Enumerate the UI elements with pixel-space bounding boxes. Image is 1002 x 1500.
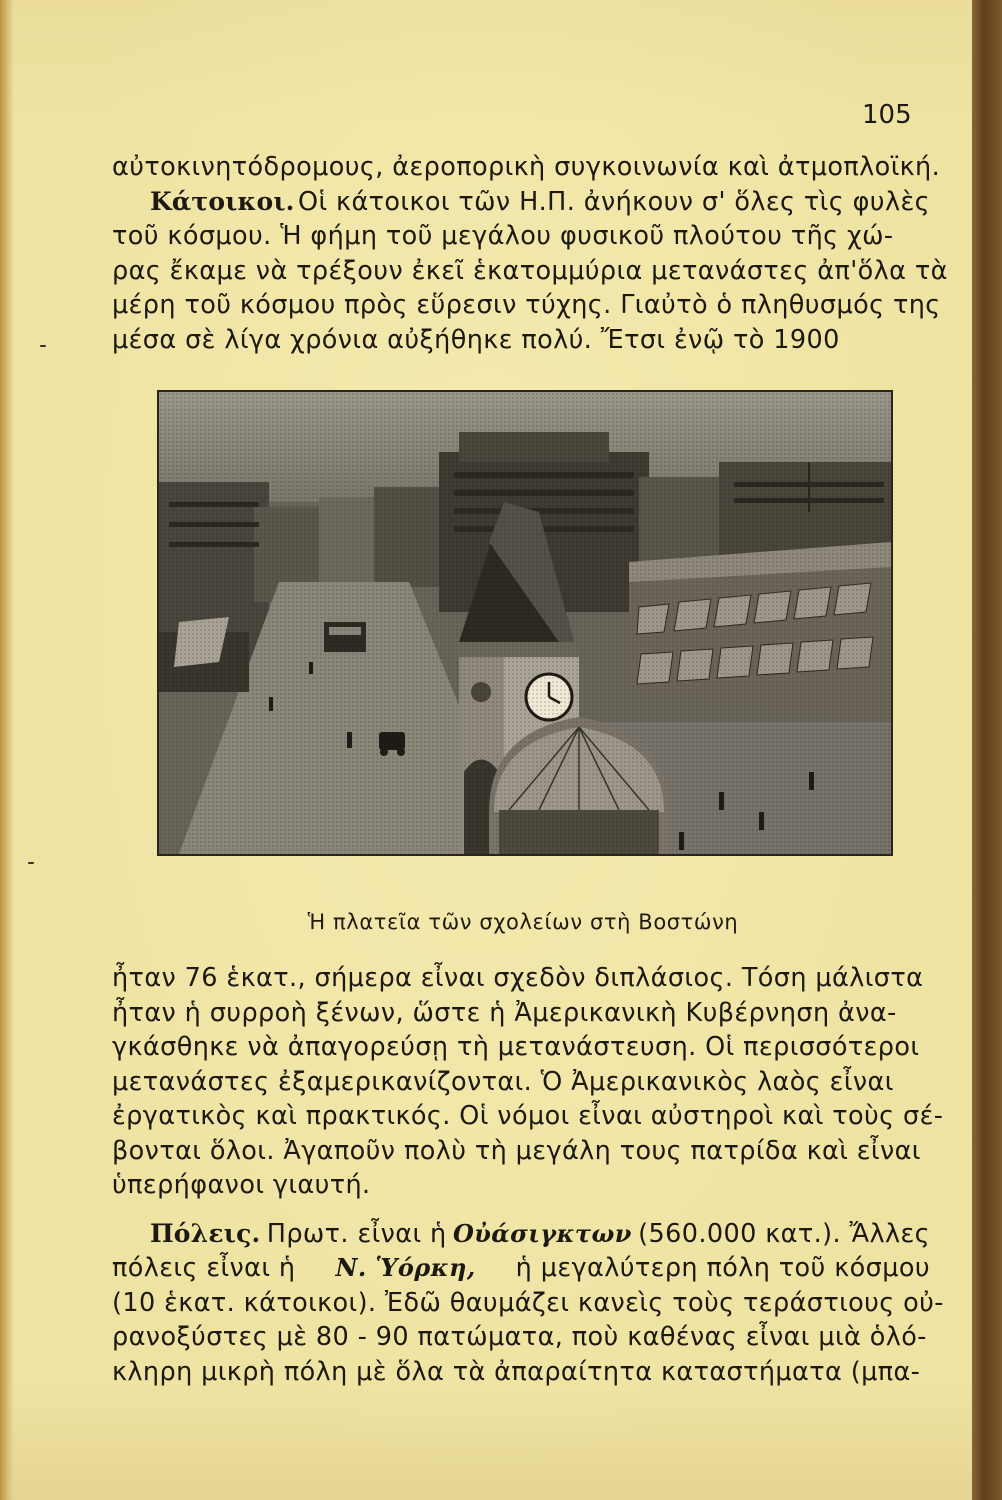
text-line-content: ἦταν 76 ἑκατ., σήμερα εἶναι σχεδὸν διπλάσιος. Τόση μάλιστα bbox=[112, 963, 924, 993]
bottom-paragraph bbox=[112, 963, 944, 1391]
text-line bbox=[112, 152, 941, 187]
text-line-content: κληρη μικρὴ πόλη μὲ ὅλα τὰ ἀπαραίτητα καταστήματα (μπα- bbox=[112, 1356, 921, 1387]
text-line-content: ἦταν ἡ συρροὴ ξένων, ὥστε ἡ Ἀμερικανικὴ Κυβέρνηση ἀνα- bbox=[112, 997, 897, 1028]
text-line bbox=[112, 1357, 930, 1392]
text-line bbox=[112, 1322, 930, 1357]
text-line bbox=[112, 963, 930, 998]
text-line bbox=[112, 325, 930, 360]
text-line-content: ρας ἔκαμε νὰ τρέξουν ἐκεῖ ἑκατομμύρια μετανάστες ἀπ'ὅλα τὰ bbox=[112, 255, 948, 286]
text-line-content: Οἱ κάτοικοι τῶν Η.Π. ἀνήκουν σ' ὅλες τὶς φυλὲς bbox=[298, 186, 930, 217]
text-line-content: βονται ὅλοι. Ἀγαποῦν πολὺ τὴ μεγάλη τους πατρίδα καὶ εἶναι bbox=[112, 1135, 921, 1166]
text-line bbox=[112, 290, 941, 325]
page-number: 105 bbox=[862, 100, 912, 130]
city-name-new-york: Ν. Ὑόρκη, bbox=[335, 1253, 476, 1282]
text-line bbox=[112, 1253, 930, 1288]
print-speck bbox=[40, 345, 46, 347]
text-line bbox=[112, 998, 930, 1033]
text-line-content: ἡ μεγαλύτερη πόλη τοῦ κόσμου bbox=[515, 1253, 930, 1283]
text-line-content: μέρη τοῦ κόσμου πρὸς εὕρεσιν τύχης. Γιαὐτὸ ὁ πληθυσμός της bbox=[112, 290, 941, 320]
text-line-content: ρανοξύστες μὲ 80 - 90 πατώματα, ποὺ καθένας εἶναι μιὰ ὁλό- bbox=[112, 1322, 927, 1352]
section-heading-cities: Πόλεις. bbox=[150, 1218, 261, 1248]
boston-square-photo bbox=[157, 390, 893, 856]
text-line bbox=[112, 1032, 930, 1067]
text-line-content: μετανάστες ἐξαμερικανίζονται. Ὁ Ἀμερικανικὸς λαὸς εἶναι bbox=[112, 1066, 894, 1097]
text-line-content: ὑπερήφανοι γιαυτή. bbox=[112, 1170, 371, 1200]
text-line bbox=[112, 187, 930, 222]
text-line bbox=[112, 221, 930, 256]
city-name-washington: Οὐάσιγκτων bbox=[452, 1218, 632, 1248]
text-line-content: μέσα σὲ λίγα χρόνια αὐξήθηκε πολύ. Ἔτσι ἐνῷ τὸ 1900 bbox=[112, 324, 840, 355]
halftone-texture bbox=[159, 392, 891, 854]
text-line bbox=[112, 1287, 944, 1323]
print-speck bbox=[28, 862, 34, 864]
photo-caption: Ἡ πλατεῖα τῶν σχολείων στὴ Βοστώνη bbox=[307, 910, 739, 934]
text-line-content: (10 ἑκατ. κάτοικοι). Ἐδῶ θαυμάζει κανεὶς τοὺς τεράστιους οὐ- bbox=[112, 1287, 944, 1318]
book-cover-edge bbox=[972, 0, 1002, 1500]
text-line-content: τοῦ κόσμου. Ἡ φήμη τοῦ μεγάλου φυσικοῦ πλούτου τῆς χώ- bbox=[112, 221, 894, 251]
text-line-content: ἐργατικὸς καὶ πρακτικός. Οἱ νόμοι εἶναι αὐστηροὶ καὶ τοὺς σέ- bbox=[112, 1101, 944, 1131]
text-line bbox=[112, 1136, 930, 1171]
text-line-content: αὐτοκινητόδρομους, ἀεροπορικὴ συγκοινωνία καὶ ἀτμοπλοϊκή. bbox=[112, 152, 941, 182]
text-line-content: γκάσθηκε νὰ ἀπαγορεύσῃ τὴ μετανάστευση. Οἱ περισσότεροι bbox=[112, 1032, 920, 1062]
page-binding-shadow bbox=[0, 0, 14, 1500]
text-line bbox=[112, 1067, 930, 1102]
text-line bbox=[112, 1101, 944, 1136]
text-line bbox=[112, 255, 948, 291]
text-line-content: (560.000 κατ.). Ἄλλες bbox=[638, 1218, 930, 1249]
text-line-content: πόλεις εἶναι ἡ bbox=[112, 1253, 296, 1283]
text-line bbox=[112, 1219, 930, 1254]
section-heading-inhabitants: Κάτοικοι. bbox=[150, 186, 295, 216]
text-line-content: Πρωτ. εἶναι ἡ bbox=[266, 1218, 447, 1249]
photo-illustration bbox=[159, 392, 891, 854]
text-line bbox=[112, 1170, 930, 1205]
top-paragraph bbox=[112, 152, 948, 359]
